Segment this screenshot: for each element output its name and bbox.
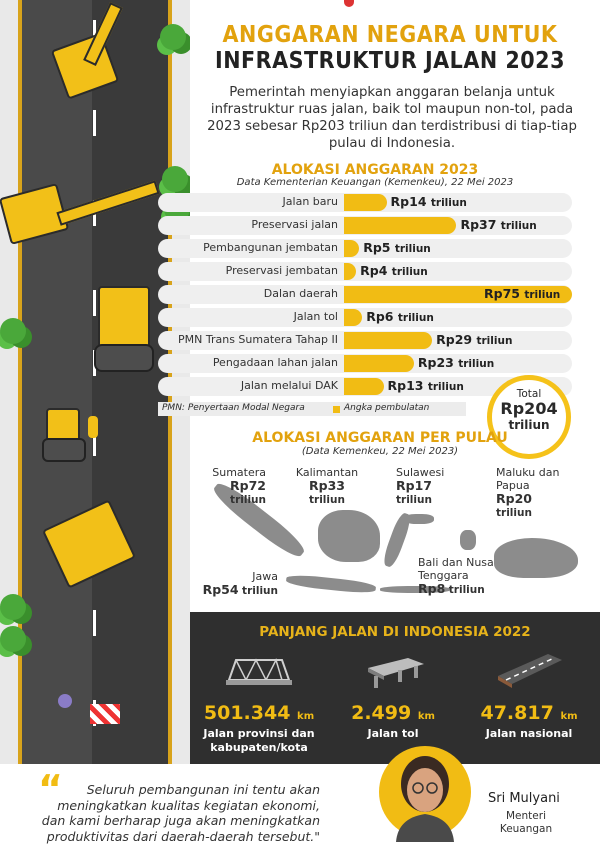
bar-row [158, 306, 574, 329]
tree-icon [0, 318, 26, 344]
bar-value: Rp23 [417, 355, 454, 370]
stat-nasional [466, 642, 592, 758]
toll-road-icon [358, 646, 428, 696]
bar-value-label [366, 309, 434, 324]
bar-value: Rp37 [460, 217, 497, 232]
road-length-title: PANJANG JALAN DI INDONESIA 2022 [259, 624, 531, 640]
bar-value: Rp14 [390, 194, 427, 209]
pulau-name: Sulawesi [396, 466, 445, 479]
quote-mark-icon: “ [38, 767, 63, 811]
title-line-2: INFRASTRUKTUR JALAN 2023 [215, 48, 565, 74]
bar-value-label [436, 332, 512, 347]
pulau-kalimantan [290, 466, 364, 507]
bar-label: Pengadaan lahan jalan [212, 356, 338, 369]
bar-label: Jalan tol [293, 310, 338, 323]
tree-icon [160, 24, 186, 50]
bridge-icon [224, 646, 294, 696]
stat-unit: km [560, 711, 578, 722]
pulau-source: (Data Kemenkeu, 22 Mei 2023) [301, 446, 459, 457]
bar-value-label [360, 263, 428, 278]
lane-markings [93, 0, 96, 770]
tree-icon [162, 166, 188, 192]
bar [344, 332, 432, 349]
worker-icon-2 [58, 694, 72, 708]
barrier-icon [90, 704, 120, 724]
page-title [200, 22, 580, 74]
pulau-unit: triliun [230, 494, 266, 506]
bar [344, 309, 362, 326]
stat-unit: km [417, 711, 435, 722]
worker-icon [88, 416, 98, 438]
bar-row [158, 260, 574, 283]
sulawesi-arm-shape [404, 514, 434, 524]
bar-value-label [391, 194, 467, 209]
bar [344, 194, 387, 211]
pulau-sumatera [210, 466, 266, 507]
pulau-maluku-papua [496, 466, 570, 520]
pulau-unit: triliun [448, 584, 485, 596]
quote-section [0, 764, 600, 844]
tree-icon [0, 594, 26, 620]
pulau-value: Rp72 [230, 478, 266, 493]
footnote-rounding: Angka pembulatan [344, 403, 430, 413]
road-lane-left [20, 0, 92, 770]
total-value: Rp204 [500, 399, 558, 418]
budget-bar-chart [158, 191, 574, 398]
pulau-value: Rp17 [396, 478, 432, 493]
compactor-icon [46, 408, 80, 442]
bar-value-label [418, 355, 494, 370]
pulau-name: Sumatera [212, 466, 266, 479]
pulau-value: Rp54 [202, 582, 239, 597]
bar-unit: triliun [397, 312, 434, 324]
bar-label: Jalan baru [282, 195, 338, 208]
bar-unit: triliun [500, 220, 537, 232]
bar-row [158, 214, 574, 237]
stat-value: 47.817 [480, 702, 554, 724]
bar [344, 355, 414, 372]
rounding-legend-swatch [333, 406, 340, 413]
stat-label: Jalan tol [367, 727, 419, 740]
stat-unit: km [297, 711, 315, 722]
bar-unit: triliun [430, 197, 467, 209]
bar-row [158, 191, 574, 214]
pulau-value: Rp20 [496, 491, 532, 506]
bar-value: Rp5 [363, 240, 391, 255]
bar-value-label [388, 378, 464, 393]
pulau-name: Kalimantan [295, 466, 359, 479]
bar-value: Rp13 [387, 378, 424, 393]
pulau-value: Rp8 [418, 581, 446, 596]
bar-label: Preservasi jembatan [225, 264, 338, 277]
footnote-bar [158, 402, 466, 416]
pulau-bali-nusa [418, 556, 498, 597]
bar-value: Rp29 [436, 332, 473, 347]
bar-value: Rp4 [360, 263, 388, 278]
stat-label: Jalan provinsi dan kabupaten/kota [203, 727, 315, 754]
bar-label: Preservasi jalan [251, 218, 338, 231]
portrait-avatar [378, 738, 472, 842]
maluku-shape [460, 530, 476, 550]
compactor-drum-icon [42, 438, 86, 462]
stat-label: Jalan nasional [485, 727, 573, 740]
footnote-pmn: PMN: Penyertaan Modal Negara [162, 403, 305, 413]
bar-value: Rp6 [366, 309, 394, 324]
bar-label: PMN Trans Sumatera Tahap II [178, 333, 338, 346]
pulau-sulawesi [396, 466, 470, 507]
title-line-1: ANGGARAN NEGARA UNTUK [222, 22, 558, 48]
bar-value-label [363, 240, 431, 255]
bar-row [158, 237, 574, 260]
pulau-title: ALOKASI ANGGARAN PER PULAU [252, 430, 508, 446]
bar-unit: triliun [476, 335, 513, 347]
bar-label: Jalan melalui DAK [240, 379, 338, 392]
bar-unit: triliun [458, 358, 495, 370]
papua-shape [494, 538, 578, 578]
kalimantan-shape [318, 510, 380, 562]
pulau-unit: triliun [242, 585, 278, 597]
alokasi-title: ALOKASI ANGGARAN 2023 [271, 162, 479, 178]
pulau-jawa [202, 570, 278, 598]
intro-text: Pemerintah menyiapkan anggaran belanja untuk infrastruktur ruas jalan, baik tol maupun non-tol, pada 2023 sebesar Rp203 triliun dan terdistribusi di tiap-tiap pulau di Indonesia. [207, 85, 577, 151]
stat-provinsi [196, 642, 322, 758]
jawa-shape [286, 573, 377, 594]
bar-unit: triliun [394, 243, 431, 255]
pulau-unit: triliun [309, 494, 345, 506]
bar-label: Dalan daerah [263, 287, 338, 300]
quote-author: Sri Mulyani [488, 791, 560, 806]
road-edge-left [18, 0, 22, 770]
bar-row [158, 352, 574, 375]
alokasi-source: Data Kementerian Keuangan (Kemenkeu), 22 Mei 2023 [236, 177, 514, 188]
bar-value: Rp75 [484, 286, 520, 301]
pulau-unit: triliun [396, 494, 432, 506]
roller-drum-icon [94, 344, 154, 372]
quote-text: Seluruh pembangunan ini tentu akan meningkatkan kualitas kegiatan ekonomi, dan kami berharap juga akan meningkatkan produktivitas dari daerah-daerah tersebut." [41, 782, 320, 844]
bar-value-label [460, 217, 536, 232]
bar-unit: triliun [427, 381, 464, 393]
bar [344, 378, 384, 395]
pulau-name: Maluku dan Papua [496, 466, 560, 492]
quote-author-role: Menteri Keuangan [499, 810, 553, 835]
total-label: Total [516, 388, 542, 400]
bar-value-label [484, 286, 560, 301]
bar-label: Pembangunan jembatan [203, 241, 338, 254]
logo [344, 0, 406, 10]
tree-icon [0, 626, 26, 652]
stat-value: 2.499 [351, 702, 412, 724]
stat-value: 501.344 [203, 702, 291, 724]
bar [344, 217, 456, 234]
bar-row [158, 329, 574, 352]
pulau-name: Bali dan Nusa Tenggara [418, 556, 494, 582]
pulau-value: Rp33 [309, 478, 345, 493]
pulau-unit: triliun [496, 507, 532, 519]
bar-unit: triliun [524, 289, 561, 301]
national-road-icon [494, 646, 564, 696]
total-unit: triliun [508, 418, 550, 432]
pulau-name: Jawa [252, 570, 278, 583]
bar-unit: triliun [391, 266, 428, 278]
bar-row [158, 283, 574, 306]
